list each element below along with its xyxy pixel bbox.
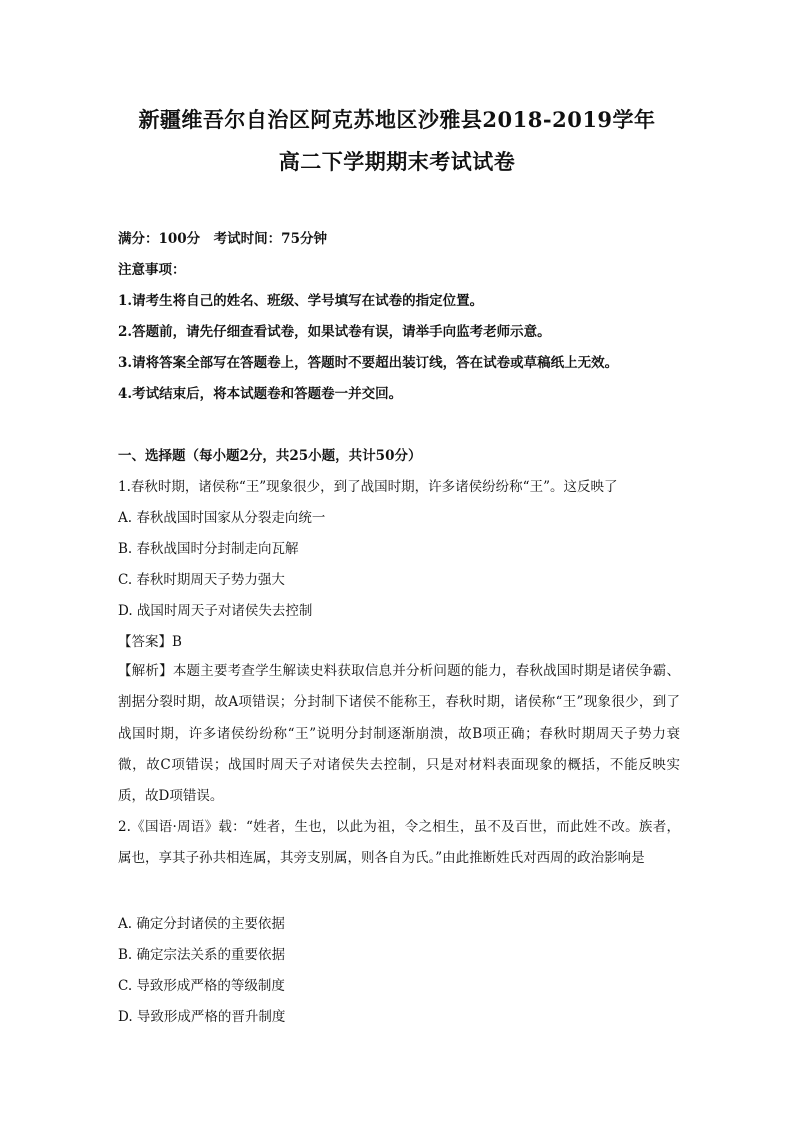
question-2-option-b: B. 确定宗法关系的重要依据 <box>118 947 286 963</box>
section-heading: 一、选择题（每小题2分，共25小题，共计50分） <box>118 448 422 464</box>
question-1-answer: 【答案】B <box>118 634 182 650</box>
score-time-info: 满分：100分 考试时间：75分钟 <box>118 231 327 247</box>
notice-item: 4.考试结束后，将本试题卷和答题卷一并交回。 <box>118 386 403 402</box>
question-1-option-c: C. 春秋时期周天子势力强大 <box>118 572 285 588</box>
notice-item: 3.请将答案全部写在答题卷上，答题时不要超出装订线，答在试卷或草稿纸上无效。 <box>118 355 619 371</box>
notice-item: 2.答题前，请先仔细查看试卷，如果试卷有误，请举手向监考老师示意。 <box>118 324 551 340</box>
question-1-option-d: D. 战国时周天子对诸侯失去控制 <box>118 603 313 619</box>
question-1-stem: 1.春秋时期，诸侯称“王”现象很少，到了战国时期，许多诸侯纷纷称“王”。这反映了 <box>118 479 618 495</box>
question-2-stem: 2.《国语·周语》载：“姓者，生也，以此为祖，令之相生，虽不及百世，而此姓不改。族者，属也，享其子孙共相连属，其旁支别属，则各自为氏。”由此推断姓氏对西周的政治影响是 <box>118 819 680 867</box>
question-1-option-a: A. 春秋战国时国家从分裂走向统一 <box>118 510 326 526</box>
notice-item: 1.请考生将自己的姓名、班级、学号填写在试卷的指定位置。 <box>118 293 484 309</box>
question-2-option-d: D. 导致形成严格的晋升制度 <box>118 1009 286 1025</box>
exam-title-line2: 高二下学期期末考试试卷 <box>278 149 516 174</box>
question-1-analysis: 【解析】本题主要考查学生解读史料获取信息并分析问题的能力，春秋战国时期是诸侯争霸、割据分裂时期，故A项错误；分封制下诸侯不能称王，春秋时期，诸侯称“王”现象很少，到了战国时期，许多诸侯纷纷称“王”说明分封制逐渐崩溃，故B项正确；春秋时期周天子势力衰微，故C项错误；战国时周天子对诸侯失去控制，只是对材料表面现象的概括，不能反映实质，故D项错误。 <box>118 663 681 805</box>
exam-title-line1: 新疆维吾尔自治区阿克苏地区沙雅县2018-2019学年 <box>138 107 656 132</box>
question-2-option-a: A. 确定分封诸侯的主要依据 <box>118 916 285 932</box>
question-2-option-c: C. 导致形成严格的等级制度 <box>118 978 285 994</box>
notice-heading: 注意事项： <box>118 262 186 278</box>
question-1-option-b: B. 春秋战国时分封制走向瓦解 <box>118 541 299 557</box>
